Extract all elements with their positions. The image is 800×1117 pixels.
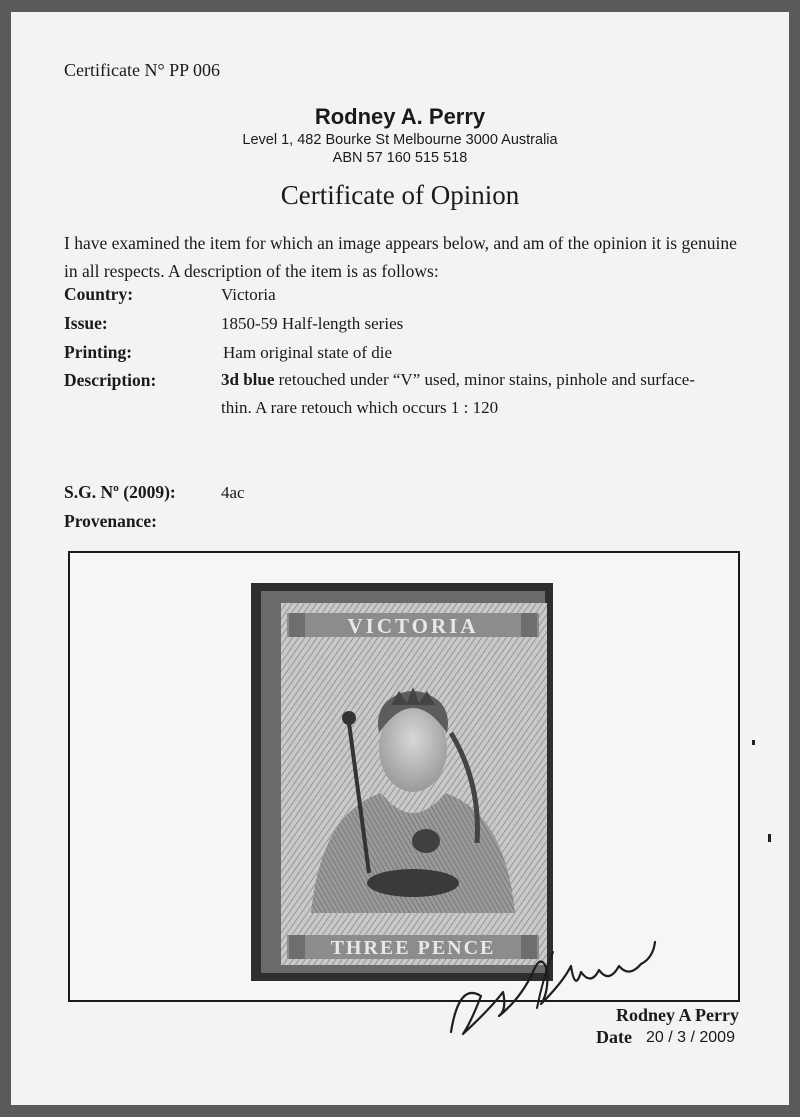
country-value: Victoria: [221, 285, 276, 304]
intro-paragraph: I have examined the item for which an image appears below, and am of the opinion it is genuine in all respects. A description of the item is as follows:: [64, 233, 737, 281]
signatory-name: Rodney A Perry: [616, 1005, 739, 1025]
date-value: 20 / 3 / 2009: [646, 1029, 735, 1046]
country-label: Country:: [64, 284, 134, 304]
sg-number-label: S.G. Nº (2009):: [64, 482, 176, 502]
issuer-address: Level 1, 482 Bourke St Melbourne 3000 Australia: [242, 132, 558, 148]
sg-number-value: 4ac: [221, 483, 245, 502]
paper-mark: [768, 834, 771, 842]
date-label: Date: [596, 1027, 632, 1047]
description-line-1: [221, 370, 695, 390]
description-text: retouched under “V” used, minor stains, pinhole and surface-: [274, 370, 695, 389]
issuer-abn: ABN 57 160 515 518: [332, 150, 468, 166]
provenance-label: Provenance:: [64, 511, 157, 531]
paper-mark: [752, 740, 755, 745]
stamp-top-text: VICTORIA: [347, 614, 479, 638]
description-bold: 3d blue: [221, 370, 275, 389]
certificate-title: Certificate of Opinion: [280, 180, 520, 210]
issue-value: 1850-59 Half-length series: [221, 314, 404, 333]
issuer-name: Rodney A. Perry: [314, 104, 486, 129]
stamp-bottom-text: THREE PENCE: [330, 937, 496, 959]
printing-value: Ham original state of die: [223, 343, 393, 362]
handwritten-signature: [441, 912, 671, 1052]
certificate-page: [11, 12, 789, 1105]
issue-label: Issue:: [64, 313, 108, 333]
certificate-number: Certificate N° PP 006: [64, 60, 221, 80]
printing-label: Printing:: [64, 342, 133, 362]
description-label: Description:: [64, 370, 157, 390]
description-line-2: thin. A rare retouch which occurs 1 : 120: [221, 398, 499, 417]
